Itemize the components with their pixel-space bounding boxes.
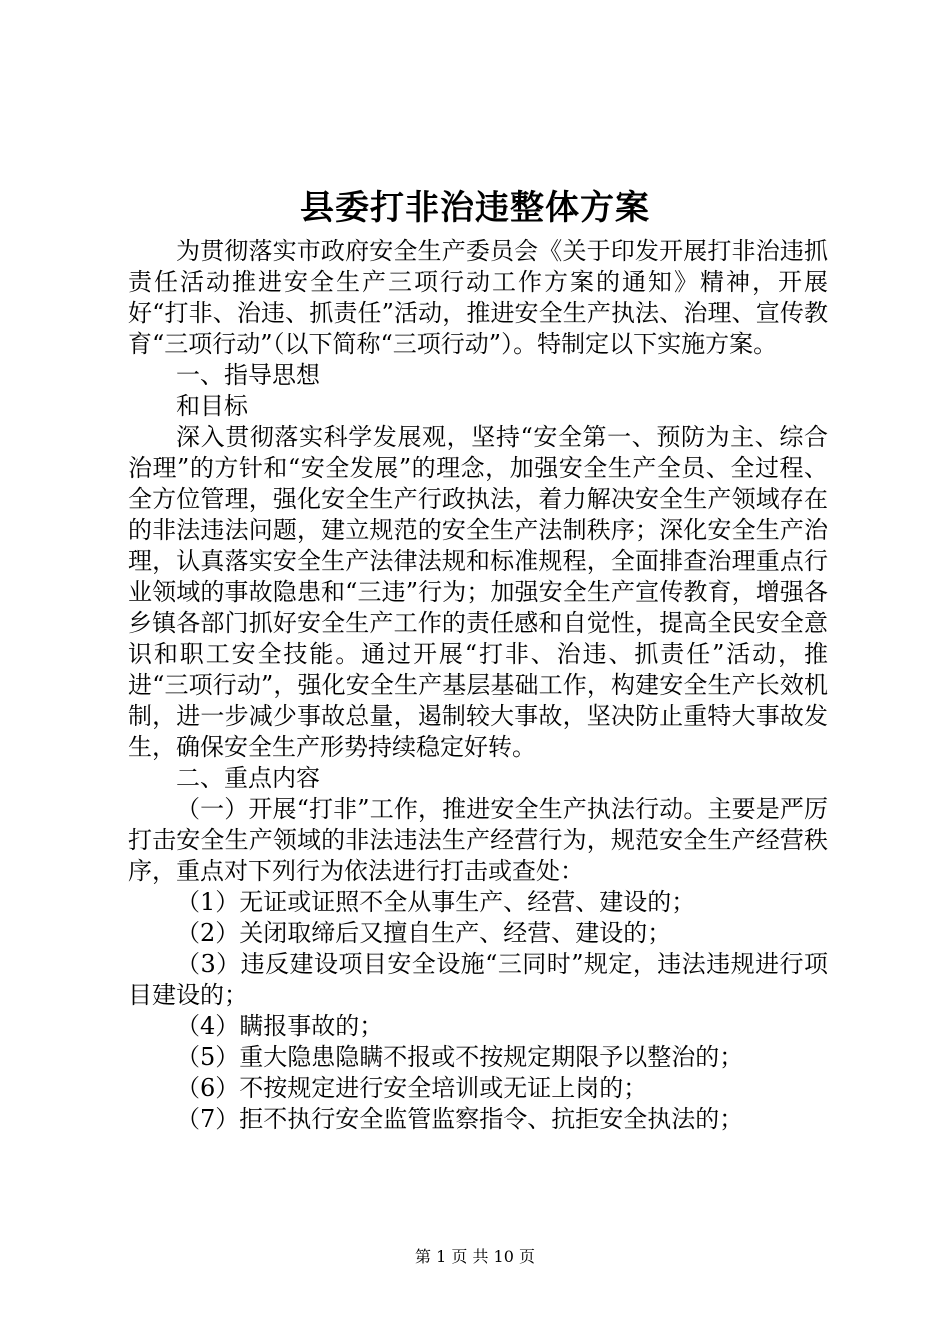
document-title: 县委打非治违整体方案 [300,188,650,228]
list-item-3: （3）违反建设项目安全设施“三同时”规定，违法违规进行项目建设的； [128,950,828,1009]
list-item-7: （7）拒不执行安全监管监察指令、抗拒安全执法的； [176,1105,744,1133]
heading-guiding-thought: 一、指导思想 [176,361,320,389]
list-item-2: （2）关闭取缔后又擅自生产、经营、建设的； [176,919,672,947]
paragraph-intro: 为贯彻落实市政府安全生产委员会《关于印发开展打非治违抓责任活动推进安全生产三项行动工作方案的通知》精神，开展好“打非、治违、抓责任”活动，推进安全生产执法、治理、宣传教育“三项行动”（以下简称“三项行动”）。特制定以下实施方案。 [128,237,828,358]
list-item-6: （6）不按规定进行安全培训或无证上岗的； [176,1074,648,1102]
heading-key-content: 二、重点内容 [176,764,320,792]
page-footer: 第 1 页 共 10 页 [415,1247,535,1266]
list-item-5: （5）重大隐患隐瞒不报或不按规定期限予以整治的； [176,1043,744,1071]
document-body [128,236,828,1135]
paragraph-goals: 深入贯彻落实科学发展观，坚持“安全第一、预防为主、综合治理”的方针和“安全发展”的理念，加强安全生产全员、全过程、全方位管理，强化安全生产行政执法，着力解决安全生产领域存在的非法违法问题，建立规范的安全生产法制秩序；深化安全生产治理，认真落实安全生产法律法规和标准规程，全面排查治理重点行业领域的事故隐患和“三违”行为；加强安全生产宣传教育，增强各乡镇各部门抓好安全生产工作的责任感和自觉性，提高全民安全意识和职工安全技能。通过开展“打非、治违、抓责任”活动，推进“三项行动”，强化安全生产基层基础工作，构建安全生产长效机制，进一步减少事故总量，遏制较大事故，坚决防止重特大事故发生，确保安全生产形势持续稳定好转。 [128,423,828,761]
list-item-1: （1）无证或证照不全从事生产、经营、建设的； [176,888,696,916]
list-item-4: （4）瞒报事故的； [176,1012,384,1040]
heading-guiding-thought-cont: 和目标 [176,392,248,420]
paragraph-enforcement: （一）开展“打非”工作，推进安全生产执法行动。主要是严厉打击安全生产领域的非法违法生产经营行为，规范安全生产经营秩序，重点对下列行为依法进行打击或查处： [128,795,828,885]
